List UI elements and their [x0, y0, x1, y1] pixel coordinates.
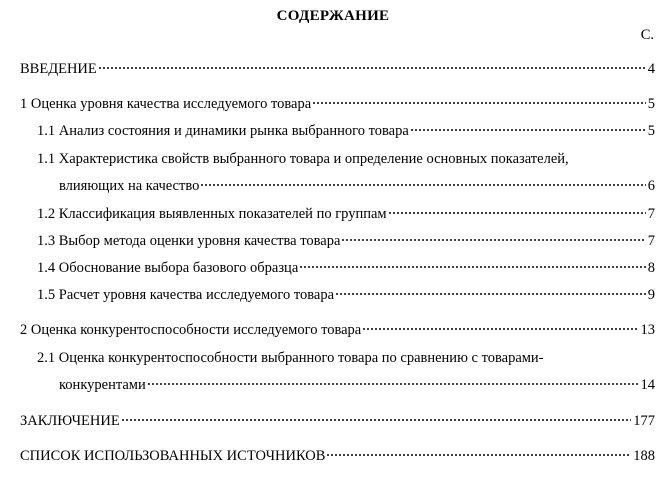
toc-entry-page: 9: [647, 287, 655, 303]
dot-leader: [341, 238, 645, 242]
dot-leader: [147, 382, 639, 386]
toc-entry-page: 177: [633, 413, 655, 429]
toc-entry-page: 188: [633, 448, 655, 464]
toc-entry-page: 13: [640, 322, 655, 338]
toc-entry-page: 4: [647, 61, 655, 77]
toc-entry-text: ЗАКЛЮЧЕНИЕ: [20, 413, 120, 429]
toc-entry-section-1-1-analysis[interactable]: [37, 123, 655, 140]
toc-entry-page: 7: [647, 233, 655, 249]
page-title: СОДЕРЖАНИЕ: [276, 8, 390, 24]
dot-leader: [98, 66, 646, 70]
dot-leader: [299, 265, 645, 269]
toc-entry-section-1-1-characteristics-line1[interactable]: 1.1 Характеристика свойств выбранного товара и определение основных показателей,: [37, 151, 569, 167]
toc-entry-introduction[interactable]: [20, 61, 655, 78]
toc-entry-section-1-1-characteristics[interactable]: [59, 178, 655, 195]
toc-entry-text: 1.1 Анализ состояния и динамики рынка выбранного товара: [37, 123, 409, 139]
toc-entry-text: СПИСОК ИСПОЛЬЗОВАННЫХ ИСТОЧНИКОВ: [20, 448, 326, 464]
toc-entry-text: 2 Оценка конкурентоспособности исследуемого товара: [20, 322, 362, 338]
toc-entry-text: влияющих на качество: [59, 178, 200, 194]
dot-leader: [388, 211, 646, 215]
toc-entry-text: 1.5 Расчет уровня качества исследуемого товара: [37, 287, 335, 303]
toc-entry-page: 5: [647, 96, 655, 112]
toc-entry-page: 6: [647, 178, 655, 194]
dot-leader: [410, 128, 646, 132]
toc-entry-text: 1.4 Обоснование выбора базового образца: [37, 260, 299, 276]
toc-entry-section-1-5[interactable]: [37, 287, 655, 304]
toc-entry-conclusion[interactable]: [20, 413, 655, 430]
toc-entry-section-1-3[interactable]: [37, 233, 655, 250]
dot-leader: [335, 292, 646, 296]
toc-entry-text: 1 Оценка уровня качества исследуемого товара: [20, 96, 312, 112]
dot-leader: [200, 183, 645, 187]
dot-leader: [312, 101, 646, 105]
toc-entry-text: 1.2 Классификация выявленных показателей по группам: [37, 206, 387, 222]
toc-entry-section-1-4[interactable]: [37, 260, 655, 277]
toc-entry-text: конкурентами: [59, 377, 146, 393]
toc-entry-page: 5: [647, 123, 655, 139]
toc-entry-section-1-2[interactable]: [37, 206, 655, 223]
dot-leader: [362, 327, 638, 331]
toc-entry-section-2-1-line1[interactable]: 2.1 Оценка конкурентоспособности выбранного товара по сравнению с товарами-: [37, 350, 544, 366]
dot-leader: [326, 453, 631, 457]
toc-entry-section-2-1[interactable]: [59, 377, 655, 394]
dot-leader: [121, 418, 632, 422]
page-column-label: С.: [640, 27, 654, 43]
toc-entry-section-2[interactable]: [20, 322, 655, 339]
toc-entry-text: 1.3 Выбор метода оценки уровня качества товара: [37, 233, 341, 249]
toc-entry-section-1[interactable]: [20, 96, 655, 113]
toc-entry-page: 14: [640, 377, 655, 393]
toc-entry-references[interactable]: [20, 448, 655, 465]
toc-entry-text: ВВЕДЕНИЕ: [20, 61, 97, 77]
toc-entry-page: 7: [647, 206, 655, 222]
toc-entry-page: 8: [647, 260, 655, 276]
